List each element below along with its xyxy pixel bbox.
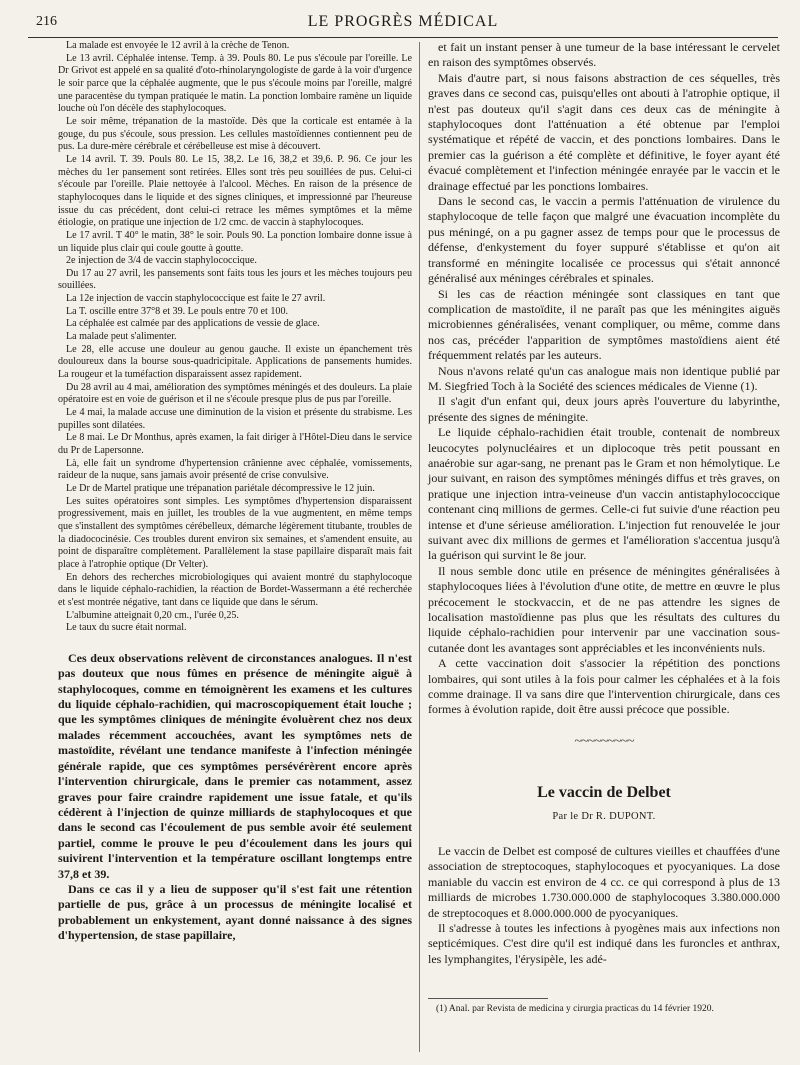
ornament-divider: ~~~~~~~~~ xyxy=(574,733,634,749)
paragraph: Si les cas de réaction méningée sont classiques en tant que complication de mastoïdite, il ne paraît pas que les méningites aiguës microbiennes généralisées, venant compliquer, ou même, comme dans nos cas, précéder l'apparition de symptômes mastoïdiens aient été fréquemment relatés par les auteurs. xyxy=(428,286,780,363)
column-divider xyxy=(419,42,420,1052)
paragraph: Le Dr de Martel pratique une trépanation pariétale décompressive le 12 juin. xyxy=(66,482,375,494)
footnote: (1) Anal. par Revista de medicina y cirurgia practicas du 14 février 1920. xyxy=(436,1004,714,1015)
discussion-continued xyxy=(428,40,780,718)
page-header xyxy=(28,8,778,38)
paragraph: Il s'adresse à toutes les infections à pyogènes mais aux infections non septicémiques. C'est dire qu'il est indiqué dans les furoncles et anthrax, les lymphangites, l'érysipèle, les adé- xyxy=(428,920,780,966)
right-column xyxy=(428,40,780,1015)
header-rule xyxy=(28,37,778,38)
paragraph: Le 14 avril. T. 39. Pouls 80. Le 15, 38,2. Le 16, 38,2 et 39,6. P. 96. Ce jour les mèches du 1er pansement sont retirées. Elles sont très peu souillées de pus. Celui-ci s'écoule par l'oreille. Plaie nettoyée à l'alcool. Mèches. En raison de la présence de staphylocoques dans le liquide et des signes cliniques, et impressionné par l'heureuse issue du cas précédent, dont celui-ci retrace les mêmes symptômes et la même étiologie, on pratique une injection de 1/2 cmc. de vaccin à staphylocoques. xyxy=(58,153,412,229)
article-byline: Par le Dr R. DUPONT. xyxy=(552,810,656,822)
paragraph: Le 13 avril. Céphalée intense. Temp. à 39. Pouls 80. Le pus s'écoule par l'oreille. Le Dr Grivot est appelé en sa qualité d'oto-rhinolaryngologiste de garde à la voir d'urgence le soir parce que la céphalée augmente, que le pus s'écoule moins par l'oreille, malgré une paracentèse du tympan pratiquée le matin. La ponction lombaire ramène un liquide louche où l'on décèle des staphylocoques. xyxy=(58,52,412,115)
article-title: Le vaccin de Delbet xyxy=(537,783,671,801)
paragraph: La T. oscille entre 37°8 et 39. Le pouls entre 70 et 100. xyxy=(66,305,289,317)
article-body xyxy=(428,844,780,967)
paragraph: Dans le second cas, le vaccin a permis l'atténuation de virulence du staphylocoque de telle façon que malgré une évacuation incomplète du pus méningé, on a pu gagner assez de temps pour que le processus de défense, d'enkystement du foyer suppuré s'établisse et qu'on ait transformé en méningite localisée ce processus qui s'était annoncé généralisé aux méninges cérébrales et spinales. xyxy=(428,194,780,286)
paragraph: Le taux du sucre était normal. xyxy=(66,622,187,634)
paragraph: Dans ce cas il y a lieu de supposer qu'il s'est fait une rétention partielle de pus, grâce à un processus de méningite localisé et probablement un enkystement, ayant donné naissance à des signes d'hypertension, de stase papillaire, xyxy=(58,881,412,943)
paragraph: Du 28 avril au 4 mai, amélioration des symptômes méningés et des douleurs. La plaie opératoire est en voie de guérison et il ne s'écoule presque plus de pus par l'oreille. xyxy=(58,381,412,406)
paragraph: et fait un instant penser à une tumeur de la base intéressant le cervelet en raison des symptômes observés. xyxy=(428,40,780,70)
paragraph: Le 8 mai. Le Dr Monthus, après examen, la fait diriger à l'Hôtel-Dieu dans le service du Pr de Lapersonne. xyxy=(58,432,412,456)
running-title: LE PROGRÈS MÉDICAL xyxy=(307,13,499,30)
paragraph: Du 17 au 27 avril, les pansements sont faits tous les jours et les mèches toujours peu souillées. xyxy=(58,267,412,292)
paragraph: La 12e injection de vaccin staphylococcique est faite le 27 avril. xyxy=(66,293,326,305)
left-column xyxy=(58,40,412,944)
paragraph: La malade peut s'alimenter. xyxy=(66,331,177,343)
paragraph: Là, elle fait un syndrome d'hypertension crânienne avec céphalée, vomissements, raideur de la nuque, sans jamais avoir présenté de crise convulsive. xyxy=(58,457,412,482)
paragraph: Il s'agit d'un enfant qui, deux jours après l'ouverture du labyrinthe, présente des signes de méningite. xyxy=(428,394,780,424)
paragraph: A cette vaccination doit s'associer la répétition des ponctions lombaires, qui sont utiles à la fois pour calmer les céphalées et à la fois comme drainage. Il va sans dire que l'intervention chirurgicale, dans ces formes à évolution rapide, doit être aussi précoce que possible. xyxy=(428,656,780,717)
paragraph: Le soir même, trépanation de la mastoïde. Dès que la corticale est entamée à la gouge, du pus s'écoule, sous pression. Les cellules mastoïdiennes contiennent peu de pus. La dure-mère cérébrale et cérébelleuse est mise à découvert. xyxy=(58,115,412,153)
paragraph: Le 4 mai, la malade accuse une diminution de la vision et présente du strabisme. Les pupilles sont dilatées. xyxy=(58,407,412,431)
paragraph: Le liquide céphalo-rachidien était trouble, contenait de nombreux leucocytes polynucléaires et un diplocoque très petit poussant en anaérobie sur agar-sang, ne prenant pas le Gram et non hémolytique. Le jour suivant, en raison des symptômes méningés diffus et très graves, on pratique une injection intra-veineuse d'un vaccin antistaphylococcique contenant cinq millions de germes. Celle-ci fut suivie d'une réaction peu intense et d'une sérieuse amélioration. L'injection fut renouvelée le jour suivant avec dix millions de germes et l'amélioration s'accentua jusqu'à la guérison qui survint le 8e jour. xyxy=(428,425,780,563)
discussion-text xyxy=(58,651,412,944)
paragraph: Les suites opératoires sont simples. Les symptômes d'hypertension disparaissent progressivement, mais en juillet, les troubles de la vue augmentent, en même temps que s'installent des symptômes cérébelleux, démarche légèrement titubante, troubles de la diadococinésie. Ces troubles durent environ six semaines, et s'amendent ensuite, au point de disparaître complètement. Parallèlement la stase papillaire disparaît mais fait place à l'atrophie optique (Dr Velter). xyxy=(58,495,412,570)
paragraph: La malade est envoyée le 12 avril à la crèche de Tenon. xyxy=(66,40,290,51)
paragraph: Mais d'autre part, si nous faisons abstraction de ces séquelles, très graves dans ce second cas, puisqu'elles ont abouti à l'atrophie optique, il n'est pas douteux qu'il s'agit dans ces deux cas de méningite à staphylocoques dont l'atténuation a été obtenue par l'emploi systématique et répété de vaccin, et des ponctions lombaires. Dans le premier cas la guérison a été complète et définitive, le foyer ayant été évacué complètement et l'infection méningée enrayée par le vaccin et le drainage effectué par les ponctions lombaires. xyxy=(428,70,780,193)
paragraph: Le 28, elle accuse une douleur au genou gauche. Il existe un épanchement très douloureux dans la bourse sous-quadricipitale. Applications de pansements humides. La rougeur et la tuméfaction disparaissent assez rapidement. xyxy=(58,343,412,381)
paragraph: Le 17 avril. T 40° le matin, 38° le soir. Pouls 90. La ponction lombaire donne issue à un liquide plus clair qui coule goutte à goutte. xyxy=(58,229,412,254)
paragraph: Le vaccin de Delbet est composé de cultures vieilles et chauffées d'une association de streptocoques, staphylocoques et pyocyaniques. La dose maniable du vaccin est environ de 4 cc. ce qui correspond à plus de 13 milliards de microbes 1.730.000.000 de staphylocoques 3.380.000.000 de streptocoques et 8.000.000.000 de pyocyaniques. xyxy=(428,843,780,920)
paragraph: Nous n'avons relaté qu'un cas analogue mais non identique publié par M. Siegfried Toch à la Société des sciences médicales de Vienne (1). xyxy=(428,363,780,393)
page-number: 216 xyxy=(36,14,57,29)
paragraph: 2e injection de 3/4 de vaccin staphylococcique. xyxy=(66,255,257,267)
paragraph: Ces deux observations relèvent de circonstances analogues. Il n'est pas douteux que nous fûmes en présence de méningite aiguë à staphylocoques, comme en témoignèrent les examens et les cultures du liquide céphalo-rachidien, qui macroscopiquement était louche ; que les symptômes cliniques de méningite évoluèrent chez nos deux malades récemment accouchées, avant les symptômes nets de mastoïdite, révélant une tendance manifeste à l'infection méningée générale rapide, que ces symptômes persévérèrent encore après l'intervention chirurgicale, dans le premier cas notamment, assez graves pour faire craindre rapidement une issue fatale, et qu'ils cédèrent à l'injection de quinze milliards de staphylocoques et que dans le second cas l'écoulement de pus semble avoir été seulement partiel, comme le prouve le peu d'écoulement dans les jours qui suivirent l'intervention et la température oscillant longtemps entre 37,8 et 39. xyxy=(58,650,412,881)
paragraph: L'albumine atteignait 0,20 cm., l'urée 0,25. xyxy=(66,609,239,621)
footnote-rule xyxy=(428,998,548,999)
paragraph: En dehors des recherches microbiologiques qui avaient montré du staphylocoque dans le liquide céphalo-rachidien, la réaction de Bordet-Wassermann a été recherchée et s'est montrée négative, tant dans ce liquide que dans le sérum. xyxy=(58,571,412,608)
case-notes xyxy=(58,40,412,635)
paragraph: La céphalée est calmée par des applications de vessie de glace. xyxy=(66,318,320,330)
paragraph: Il nous semble donc utile en présence de méningites généralisées à staphylocoques liées à l'évolution d'une otite, de mettre en œuvre le plus précocement le stockvaccin, et de ne pas attendre les signes de localisation mastoïdienne pas plus que les résultats des cultures du liquide céphalo-rachidien pour intervenir par une vaccination sous-cutanée dont les avantages sont appréciables et les inconvénients nuls. xyxy=(428,563,780,655)
